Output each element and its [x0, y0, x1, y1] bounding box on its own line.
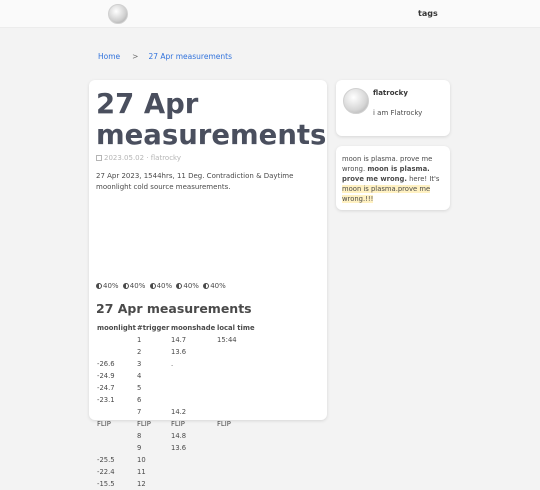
column-header-moonlight: moonlight	[97, 324, 136, 332]
table-cell: -15.5	[97, 480, 115, 488]
table-cell: 6	[137, 396, 142, 404]
breadcrumb-current-link[interactable]: 27 Apr measurements	[148, 52, 232, 61]
table-cell	[171, 466, 217, 478]
section-heading: 27 Apr measurements	[96, 301, 252, 316]
avatar[interactable]	[343, 88, 369, 114]
table-row	[97, 430, 257, 442]
table-cell	[217, 358, 257, 370]
table-cell	[97, 442, 137, 454]
post-meta	[96, 154, 181, 162]
table-row	[97, 418, 257, 430]
author-bio: i am Flatrocky	[373, 109, 423, 117]
table-row	[97, 478, 257, 490]
table-cell: -26.6	[97, 360, 115, 368]
table-cell: 1	[137, 336, 142, 344]
quote-text	[342, 154, 446, 204]
table-cell: FLIP	[97, 420, 111, 428]
table-cell	[97, 334, 137, 346]
table-row	[97, 454, 257, 466]
measurements-table	[97, 323, 257, 490]
column-header-moonshade: moonshade	[171, 324, 216, 332]
moon-logo[interactable]	[108, 4, 128, 24]
quote-card	[336, 146, 450, 210]
table-cell	[171, 370, 217, 382]
table-row	[97, 358, 257, 370]
table-cell	[97, 346, 137, 358]
table-cell	[217, 466, 257, 478]
post-card	[89, 80, 327, 488]
table-cell: 14.7	[171, 336, 187, 344]
moon-phase-item: 40%	[96, 282, 119, 290]
table-cell	[97, 406, 137, 418]
table-row	[97, 406, 257, 418]
quote-highlight: moon is plasma.prove me wrong.!!!	[342, 185, 431, 203]
calendar-icon	[96, 155, 102, 161]
table-cell	[171, 382, 217, 394]
table-cell: 15:44	[217, 336, 237, 344]
moon-phase-item: 40%	[176, 282, 199, 290]
table-cell: 11	[137, 468, 146, 476]
table-cell	[217, 454, 257, 466]
table-body	[97, 334, 257, 490]
table-cell: 5	[137, 384, 142, 392]
post-title: 27 Apr measurements	[96, 88, 327, 151]
half-moon-icon	[123, 283, 129, 289]
table-cell	[217, 442, 257, 454]
table-cell: FLIP	[171, 420, 185, 428]
table-cell	[217, 478, 257, 490]
table-cell: FLIP	[137, 420, 151, 428]
moon-phase-item: 40%	[203, 282, 226, 290]
author-card	[336, 80, 450, 136]
table-cell	[217, 370, 257, 382]
moon-phase-row	[96, 282, 228, 290]
table-cell	[217, 382, 257, 394]
table-cell: 3	[137, 360, 142, 368]
table-row	[97, 394, 257, 406]
table-cell	[171, 478, 217, 490]
table-row	[97, 466, 257, 478]
table-cell: 13.6	[171, 444, 187, 452]
table-cell	[217, 346, 257, 358]
half-moon-icon	[176, 283, 182, 289]
tags-link[interactable]: tags	[418, 9, 438, 18]
table-cell	[217, 430, 257, 442]
table-cell: 4	[137, 372, 142, 380]
top-navbar	[0, 0, 540, 28]
breadcrumb-separator: >	[132, 52, 139, 61]
table-cell: -24.9	[97, 372, 115, 380]
table-header-row	[97, 323, 257, 334]
table-cell	[97, 430, 137, 442]
table-cell	[217, 406, 257, 418]
table-cell: 2	[137, 348, 142, 356]
table-cell: -22.4	[97, 468, 115, 476]
half-moon-icon	[203, 283, 209, 289]
table-cell: 14.2	[171, 408, 187, 416]
table-cell	[171, 454, 217, 466]
table-cell: .	[171, 360, 174, 368]
table-row	[97, 334, 257, 346]
table-row	[97, 442, 257, 454]
table-cell: 8	[137, 432, 142, 440]
breadcrumb-home-link[interactable]: Home	[98, 52, 121, 61]
table-row	[97, 346, 257, 358]
author-name[interactable]: flatrocky	[373, 89, 408, 97]
table-cell	[217, 394, 257, 406]
table-cell: -25.5	[97, 456, 115, 464]
column-header-trigger: #trigger	[137, 324, 170, 332]
post-date-author: 2023.05.02 · flatrocky	[104, 154, 181, 162]
table-cell	[171, 394, 217, 406]
moon-phase-item: 40%	[150, 282, 173, 290]
table-cell: 7	[137, 408, 142, 416]
table-cell: 10	[137, 456, 146, 464]
table-cell: FLIP	[217, 420, 231, 428]
table-cell: 12	[137, 480, 146, 488]
table-cell: 13.6	[171, 348, 187, 356]
table-row	[97, 370, 257, 382]
half-moon-icon	[150, 283, 156, 289]
column-header-local-time: local time	[217, 324, 255, 332]
quote-part: here! It's	[406, 175, 440, 183]
table-row	[97, 382, 257, 394]
half-moon-icon	[96, 283, 102, 289]
table-cell: 9	[137, 444, 142, 452]
breadcrumb	[98, 52, 232, 61]
post-summary: 27 Apr 2023, 1544hrs, 11 Deg. Contradiction & Daytime moonlight cold source measurements.	[96, 172, 294, 191]
quote-bold: moon is plasma. prove me wrong.	[342, 165, 430, 183]
table-cell: 14.8	[171, 432, 187, 440]
quote-part: moon is plasma. prove me wrong.	[342, 155, 433, 173]
moon-phase-item: 40%	[123, 282, 146, 290]
table-cell: -23.1	[97, 396, 115, 404]
table-cell: -24.7	[97, 384, 115, 392]
